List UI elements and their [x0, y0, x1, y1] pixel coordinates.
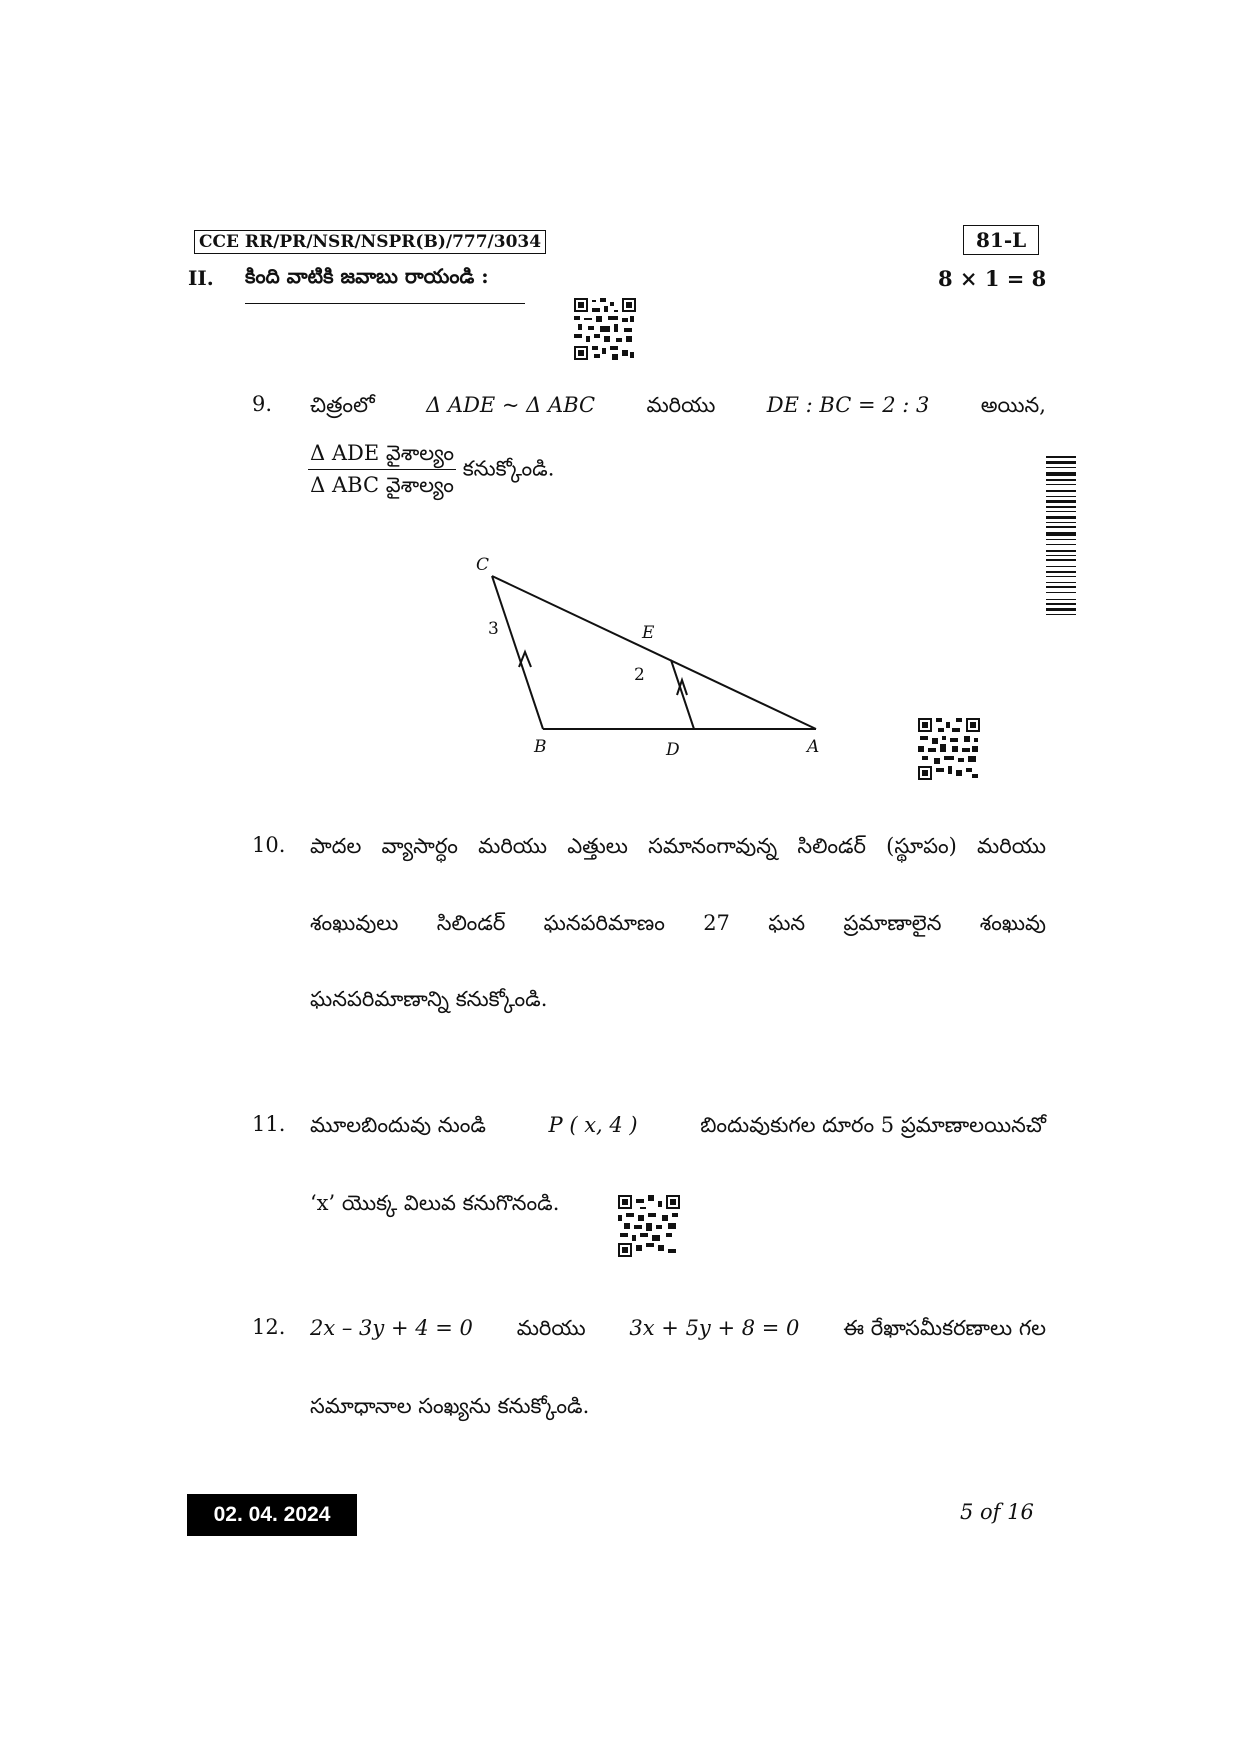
question-9-line-2: [308, 440, 554, 500]
q12-equation-2: 3x + 5y + 8 = 0: [629, 1316, 800, 1340]
question-12-line-2: సమాధానాల సంఖ్యను కనుక్కోండి.: [310, 1394, 590, 1418]
question-number-12: 12.: [252, 1315, 286, 1339]
q12-text-d: ఈ రేఖాసమీకరణాలు గల: [843, 1316, 1046, 1340]
side-ca: [492, 576, 816, 729]
barcode: [1046, 456, 1076, 728]
triangle-figure: [460, 552, 840, 762]
question-number-11: 11.: [252, 1112, 286, 1136]
question-9-line-1: [310, 392, 1046, 419]
q9-similarity: Δ ADE ~ Δ ABC: [426, 393, 596, 417]
question-number-9: 9.: [252, 392, 273, 416]
fraction-denominator: Δ ABC వైశాల్యం: [310, 473, 454, 498]
exam-code-box: CCE RR/PR/NSR/NSPR(B)/777/3034: [194, 230, 546, 254]
q9-text-a: చిత్రంలో: [310, 393, 375, 417]
side-de-length: 2: [634, 665, 645, 685]
question-10-line-2: శంఖువులు సిలిండర్ ఘనపరిమాణం 27 ఘన ప్రమాణాలైన శంఖువు: [310, 911, 1046, 935]
q11-text-a: మూలబిందువు నుండి: [310, 1113, 486, 1137]
question-11-line-2: ‘x’ యొక్క విలువ కనుగొనండి.: [310, 1191, 560, 1215]
vertex-d-label: D: [666, 740, 680, 760]
vertex-e-label: E: [642, 623, 655, 643]
section-title: కింది వాటికి జవాబు రాయండి :: [245, 264, 525, 304]
q11-text-c: బిందువుకుగల దూరం 5 ప్రమాణాలయినచో: [700, 1113, 1046, 1137]
section-number: II.: [188, 266, 214, 290]
qr-code-q11: [618, 1195, 680, 1257]
vertex-c-label: C: [476, 555, 490, 575]
page-number: 5 of 16: [960, 1500, 1034, 1524]
section-marks: 8 × 1 = 8: [938, 266, 1047, 291]
question-10-line-3: ఘనపరిమాణాన్ని కనుక్కోండి.: [310, 987, 548, 1011]
vertex-b-label: B: [534, 737, 547, 757]
q9-tail: కనుక్కోండి.: [462, 456, 555, 481]
side-cb: [492, 576, 543, 729]
q12-text-b: మరియు: [516, 1316, 586, 1340]
question-11-line-1: [310, 1112, 1046, 1139]
side-cb-length: 3: [488, 619, 499, 639]
q9-text-c: మరియు: [646, 393, 716, 417]
question-12-line-1: [310, 1315, 1046, 1342]
question-number-10: 10.: [252, 833, 286, 857]
q11-point: P ( x, 4 ): [548, 1113, 638, 1137]
q9-ratio: DE : BC = 2 : 3: [766, 393, 930, 417]
area-ratio-fraction: [308, 440, 456, 500]
qr-code-mid: [918, 718, 980, 780]
fraction-numerator: Δ ADE వైశాల్యం: [308, 440, 456, 470]
exam-date-badge: 02. 04. 2024: [187, 1494, 357, 1536]
question-10-line-1: పాదల వ్యాసార్ధం మరియు ఎత్తులు సమానంగావున్న సిలిండర్ (స్థూపం) మరియు: [310, 834, 1046, 858]
paper-code-box: 81-L: [963, 225, 1039, 255]
q9-text-e: అయిన,: [980, 393, 1046, 417]
vertex-a-label: A: [807, 737, 820, 757]
qr-code-top: [574, 298, 636, 360]
q12-equation-1: 2x – 3y + 4 = 0: [310, 1316, 473, 1340]
